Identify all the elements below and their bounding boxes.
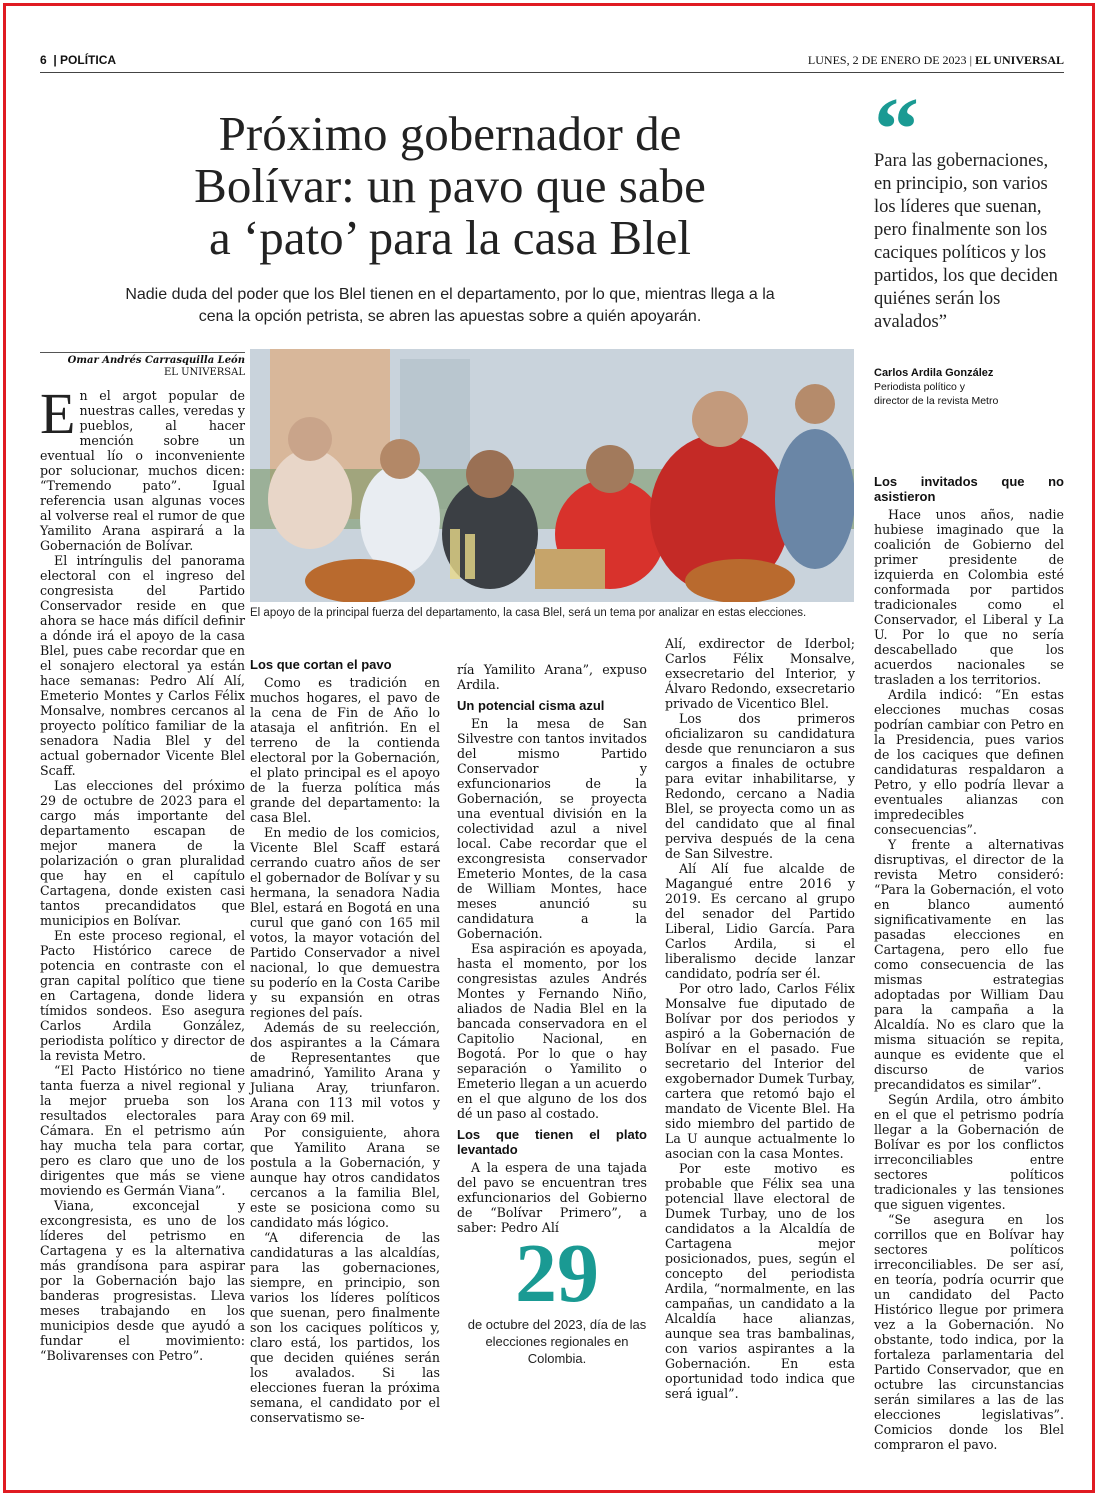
column-3: ría Yamilito Arana”, expuso Ardila. Un potencial cisma azul En la mesa de San Silvestre con tantos invitados del mismo Partido Conservador y exfuncionarios de la Gobernación, se proyecta una eventual división en la colectividad azul a nivel local. Cabe recordar que el excongresista conservador Emeterio Montes, de la casa de William Montes, hace meses anunció su candidatura a la Gobernación. Esa aspiración es apoyada, hasta el momento, por los congresistas azules Andrés Montes y Fernando Niño, aliados de Nadia Blel en la bancada conservadora en el Capitolio Nacional, en Bogotá. Por lo que o hay separación o Yamilito o Emeterio llegan a un acuerdo en el que alguno de los dos dé un paso al costado. Los que tienen el plato levantado A la espera de una tajada del pavo se encuentran tres exfuncionarios del Gobierno de “Bolívar Primero”, a saber: Pedro Alí (457, 662, 647, 1235)
drop-cap: E (40, 381, 76, 446)
column-5: Los invitados que no asistieron Hace unos años, nadie hubiese imaginado que la coalición de Gobierno del primer presidente de izquierda en Colombia esté conformada por partidos tradicionales como el Conservador, el Liberal y La U. Por lo que no sería descabellado que los acuerdos nacionales se trasladen a los territorios. Ardila indicó: “En estas elecciones muchas cosas podrían cambiar con Petro en la Presidencia, pues varios de los caciques que definen candidaturas respaldaron a Petro, y ello podría llevar a eventuales alianzas con impredecibles consecuencias”. Y frente a alternativas disruptivas, el director de la revista Metro consideró: “Para la Gobernación, el voto en blanco aumentó significativamente en las pasadas elecciones en Cartagena, pero ello fue como consecuencia de las mismas estrategias adoptadas por William Dau para la campaña a la Alcaldía. No es claro que la misma situación se repita, aunque es evidente que el discurso de varios precandidatos es similar”. Según Ardila, otro ámbito en el que el petrismo podría llegar a la Gobernación de Bolívar es por los conflictos irreconciliables entre sectores políticos tradicionales y las tensiones que siguen vigentes. “Se asegura en los corrillos que en Bolívar hay sectores políticos irreconciliables. De ser así, en teoría, podría ocurrir que un candidato del Pacto Histórico llegue por primera vez a la Gobernación. No obstante, todo indica, por la fortaleza parlamentaria del Partido Conservador, que en octubre las circunstancias serán similares a las de las elecciones legislativas”. Comicios donde los Blel compraron el pavo. (874, 474, 1064, 1452)
headline: Próximo gobernador de Bolívar: un pavo que sabe a ‘pato’ para la casa Blel (194, 106, 706, 265)
column-4: Alí, exdirector de Iderbol; Carlos Félix Monsalve, exsecretario del Interior, y Álvaro Redondo, exsecretario privado de Vicentico Blel. Los dos primeros oficializaron su candidatura desde que renunciaron a sus cargos a finales de octubre para evitar inhabilitarse, y Redondo, cercano a Nadia Blel, se proyecta como un as del candidato que al final perviva después de la cena de San Silvestre. Alí Alí fue alcalde de Magangué entre 2016 y 2019. Es cercano al grupo del senador del Partido Liberal, Lidio García. Para Carlos Ardila, si el liberalismo decide lanzar candidato, podría ser él. Por otro lado, Carlos Félix Monsalve fue diputado de Bolívar por dos periodos y aspiró a la Gobernación de Bolívar en el pasado. Fue secretario del Interior del exgobernador Dumek Turbay, cartera que retomó bajo el mandato de Vicente Blel. Ha sido miembro del partido de La U aunque actualmente lo asocian con la casa Montes. Por este motivo es probable que Félix sea una potencial llave electoral de Dumek Turbay, uno de los candidatos a la Alcaldía de Cartagena mejor posicionados, pues, según el concepto del periodista Ardila, “normalmente, en las campañas, un candidato a la Alcaldía hace alianzas, aunque sea tras bambalinas, con varios aspirantes a la Gobernación. En esta oportunidad todo indica que será igual”. (665, 636, 855, 1401)
subhead-cisma-azul: Un potencial cisma azul (457, 698, 605, 713)
author-outlet: EL UNIVERSAL (163, 367, 245, 378)
header-rule (40, 72, 1064, 73)
article-photo (250, 349, 854, 602)
subhead-invitados: Los invitados que no asistieron (874, 474, 1064, 504)
date-line: LUNES, 2 DE ENERO DE 2023 | EL UNIVERSAL (807, 53, 1064, 67)
column-1: En el argot popular de nuestras calles, veredas y pueblos, al hacer mención sobre un eventual lío o inconveniente por solucionar, muchos dicen: “Tremendo pato”. Igual referencia usan algunas voces al volverse real el rumor de que Yamilito Arana aspirará a la Gobernación de Bolívar. El intríngulis del panorama electoral con el ingreso del congresista del Partido Conservador reside en que ahora se hace más difícil definir a dónde irá el apoyo de la casa Blel, pues cabe recordar que en el sonajero electoral ya están hace semanas: Pedro Alí Alí, Emeterio Montes y Carlos Félix Monsalve, nombres cercanos al proyecto político familiar de la senadora Nadia Blel y del actual gobernador Vicente Blel Scaff. Las elecciones del próximo 29 de octubre de 2023 para el cargo más importante del departamento escapan de mejor manera de la polarización o gran pluralidad que hay en el capítulo Cartagena, donde existen casi tantos precandidatos que municipios en Bolívar. En este proceso regional, el Pacto Histórico carece de potencia en contraste con el gran capital político que tiene en Cartagena, donde lidera tímidos sondeos. Eso asegura Carlos Ardila González, periodista político y director de la revista Metro. “El Pacto Histórico no tiene tanta fuerza a nivel regional y la mejor prueba son los resultados electorales para Cámara. En el petrismo aún hay mucha tela para cortar, pero es claro que uno de los dirigentes que más se viene moviendo es Germán Viana”. Viana, exconcejal y excongresista, es uno de los líderes del petrismo en Cartagena y es la alternativa más grandísona para aspirar por la Gobernación bajo las banderas progresistas. Lleva meses trabajando en los municipios desde que ayudó a fundar el movimiento: “Bolivarenses con Petro”. (40, 381, 245, 1363)
section-label: 6 | POLÍTICA (40, 53, 117, 67)
photo-illustration (250, 349, 854, 602)
quote-attribution: Carlos Ardila González Periodista político y director de la revista Metro (874, 367, 999, 407)
deck: Nadie duda del poder que los Blel tienen en el departamento, por lo que, mientras llega a la cena la opción petrista, se abren las apuestas sobre a quién apoyarán. (125, 286, 775, 325)
subhead-cortan-pavo: Los que cortan el pavo (250, 657, 392, 672)
quote-mark-icon: “ (874, 80, 919, 179)
page-header (40, 53, 1064, 73)
stat-callout (462, 1227, 652, 1367)
byline (40, 355, 245, 379)
pull-quote (874, 80, 1069, 408)
photo-caption: El apoyo de la principal fuerza del departamento, la casa Blel, será un tema por analizar en estas elecciones. (250, 607, 807, 619)
byline-rule (40, 352, 245, 353)
stat-number: 29 (515, 1227, 599, 1320)
column-2: Los que cortan el pavo Como es tradición en muchos hogares, el pavo de la cena de Fin de Año lo atasaja el anfitrión. En el terreno de la contienda electoral por la Gobernación, el plato principal es el apoyo de la fuerza política más grande del departamento: la casa Blel. En medio de los comicios, Vicente Blel Scaff estará cerrando cuatro años de ser el gobernador de Bolívar y su hermana, la senadora Nadia Blel, estará en Bogotá en una curul que ganó con 165 mil votos, la mayor votación del Partido Conservador a nivel nacional, lo que demuestra su poderío en la Costa Caribe y su expansión en otras regiones del país. Además de su reelección, dos aspirantes a la Cámara de Representantes que amadrinó, Yamilito Arana y Juliana Aray, triunfaron. Arana con 113 mil votos y Aray con 69 mil. Por consiguiente, ahora que Yamilito Arana se postula a la Gobernación, y aunque hay otros candidatos cercanos a la familia Blel, este se posiciona como su candidato más lógico. “A diferencia de las candidaturas a las alcaldías, para las gobernaciones, siempre, en principio, son varios los líderes políticos que suenan, pero finalmente son los caciques políticos y, claro está, los partidos, los que deciden quiénes serán los avalados. Si las elecciones fueran la próxima semana, el candidato por el conservatismo se- (250, 657, 440, 1425)
quote-text: Para las gobernaciones, en principio, son varios los líderes que suenan, pero finalmente son los caciques políticos y los partidos, los que deciden quiénes serán los avalados” (874, 151, 1058, 332)
author-name: Omar Andrés Carrasquilla León (67, 355, 245, 366)
subhead-plato-levantado: Los que tienen el plato levantado (457, 1127, 647, 1157)
stat-text: de octubre del 2023, día de las elecciones regionales en Colombia. (467, 1317, 647, 1366)
